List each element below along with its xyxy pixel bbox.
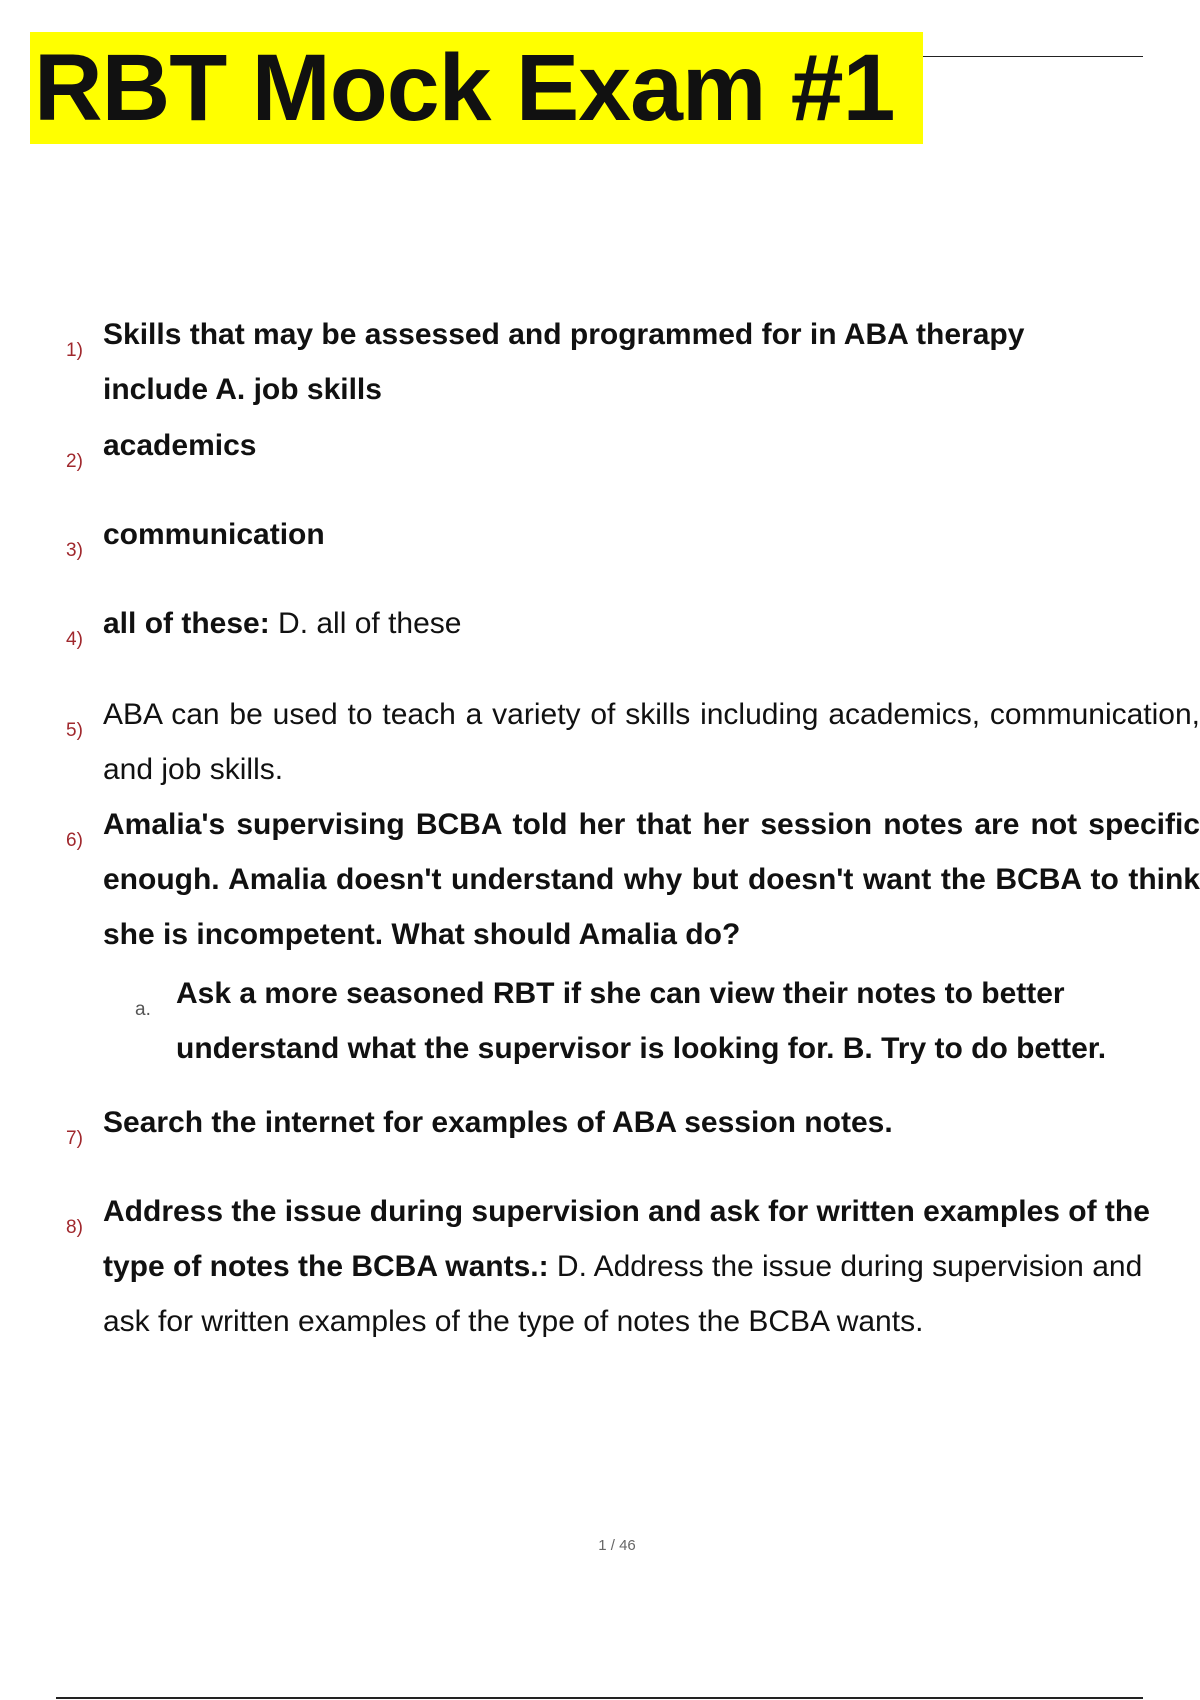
item-bold-text: Search the internet for examples of ABA session notes. bbox=[103, 1106, 893, 1139]
item-number: 1) bbox=[66, 340, 83, 361]
item-bold-text: academics bbox=[103, 429, 257, 462]
item-number: 7) bbox=[66, 1128, 83, 1149]
item-number: 3) bbox=[66, 540, 83, 561]
page-title: RBT Mock Exam #1 bbox=[34, 35, 895, 141]
item-bold-text: communication bbox=[103, 518, 325, 551]
list-item bbox=[66, 1184, 1183, 1349]
item-number: 5) bbox=[66, 720, 83, 741]
list-item bbox=[66, 797, 1200, 962]
item-bold-text: Address the issue during supervision and ask for written examples of the type of notes the BCBA wants.: bbox=[103, 1195, 1150, 1283]
item-number: 2) bbox=[66, 451, 83, 472]
item-number: 4) bbox=[66, 629, 83, 650]
title-rule bbox=[923, 56, 1143, 57]
list-item bbox=[135, 966, 1186, 1076]
title-highlight bbox=[30, 32, 923, 144]
list-item bbox=[66, 687, 1200, 797]
item-number: 8) bbox=[66, 1217, 83, 1238]
item-text: ABA can be used to teach a variety of skills including academics, communication, and job skills. bbox=[103, 698, 1200, 786]
list-item bbox=[66, 307, 1103, 417]
item-bold-text: Amalia's supervising BCBA told her that her session notes are not specific enough. Amalia doesn't understand why but doesn't want the BCBA to think she is incompetent. What should Amalia do? bbox=[103, 808, 1200, 951]
item-letter: a. bbox=[135, 999, 151, 1020]
item-bold-text: Ask a more seasoned RBT if she can view their notes to better understand what the supervisor is looking for. B. Try to do better. bbox=[176, 977, 1107, 1065]
item-text: D. all of these bbox=[269, 607, 462, 640]
bottom-rule bbox=[56, 1697, 1143, 1699]
list-item bbox=[66, 418, 1200, 473]
page-indicator: 1 / 46 bbox=[598, 1537, 636, 1554]
item-number: 6) bbox=[66, 830, 83, 851]
list-item bbox=[66, 596, 1200, 651]
item-bold-text: Skills that may be assessed and programmed for in ABA therapy include A. job skills bbox=[103, 318, 1025, 406]
item-text: D. Address the issue during supervision and ask for written examples of the type of notes the BCBA wants. bbox=[103, 1250, 1143, 1338]
list-item bbox=[66, 1095, 1200, 1150]
list-item bbox=[66, 507, 1200, 562]
item-bold-text: all of these: bbox=[103, 607, 270, 640]
